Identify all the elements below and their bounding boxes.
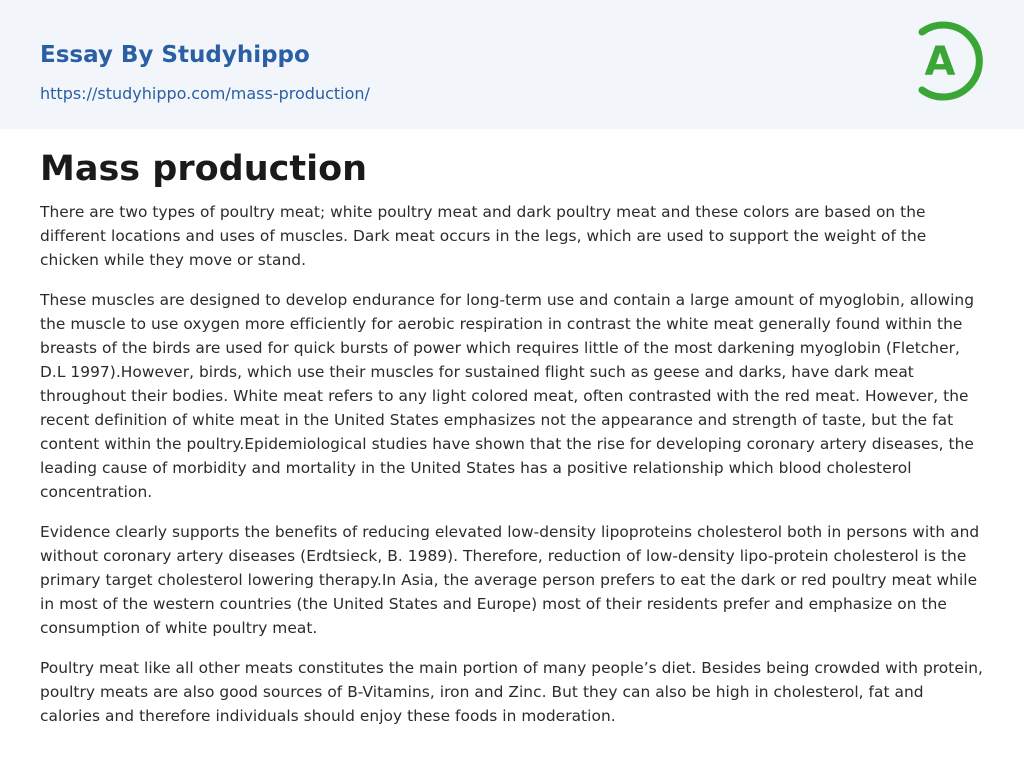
article-paragraph-1: There are two types of poultry meat; white poultry meat and dark poultry meat and these colors are based on the different locations and uses of muscles. Dark meat occurs in the legs, which are used to support the weight of the chicken while they move or stand.	[40, 203, 927, 269]
studyhippo-logo-icon[interactable]	[902, 18, 988, 104]
article-title: Mass production	[40, 149, 368, 189]
article-paragraph-4: Poultry meat like all other meats constitutes the main portion of many people’s diet. Besides being crowded with protein, poultry meats are also good sources of B-Vitamins, iron and Zinc. But they can also be high in cholesterol, fat and calories and therefore individuals should enjoy these foods in moderation.	[40, 659, 983, 725]
article-paragraph-2: These muscles are designed to develop endurance for long-term use and contain a large amount of myoglobin, allowing the muscle to use oxygen more efficiently for aerobic respiration in contrast the white meat generally found within the breasts of the birds are used for quick bursts of power which requires little of the most darkening myoglobin (Fletcher, D.L 1997).However, birds, which use their muscles for sustained flight such as geese and darks, have dark meat throughout their bodies. White meat refers to any light colored meat, often contrasted with the red meat. However, the recent definition of white meat in the United States emphasizes not the appearance and strength of taste, but the fat content within the poultry.Epidemiological studies have shown that the rise for developing coronary artery diseases, the leading cause of morbidity and mortality in the United States has a positive relationship which blood cholesterol concentration.	[40, 291, 975, 501]
page-url-link[interactable]: https://studyhippo.com/mass-production/	[40, 84, 370, 103]
logo-letter: A	[924, 39, 956, 85]
site-header	[0, 0, 1024, 129]
site-brand[interactable]: Essay By Studyhippo	[40, 42, 310, 68]
article-paragraph-3: Evidence clearly supports the benefits of reducing elevated low-density lipoproteins cholesterol both in persons with and without coronary artery diseases (Erdtsieck, B. 1989). Therefore, reduction of low-density lipo-protein cholesterol is the primary target cholesterol lowering therapy.In Asia, the average person prefers to eat the dark or red poultry meat while in most of the western countries (the United States and Europe) most of their residents prefer and emphasize on the consumption of white poultry meat.	[40, 523, 980, 637]
article-content	[40, 146, 984, 744]
